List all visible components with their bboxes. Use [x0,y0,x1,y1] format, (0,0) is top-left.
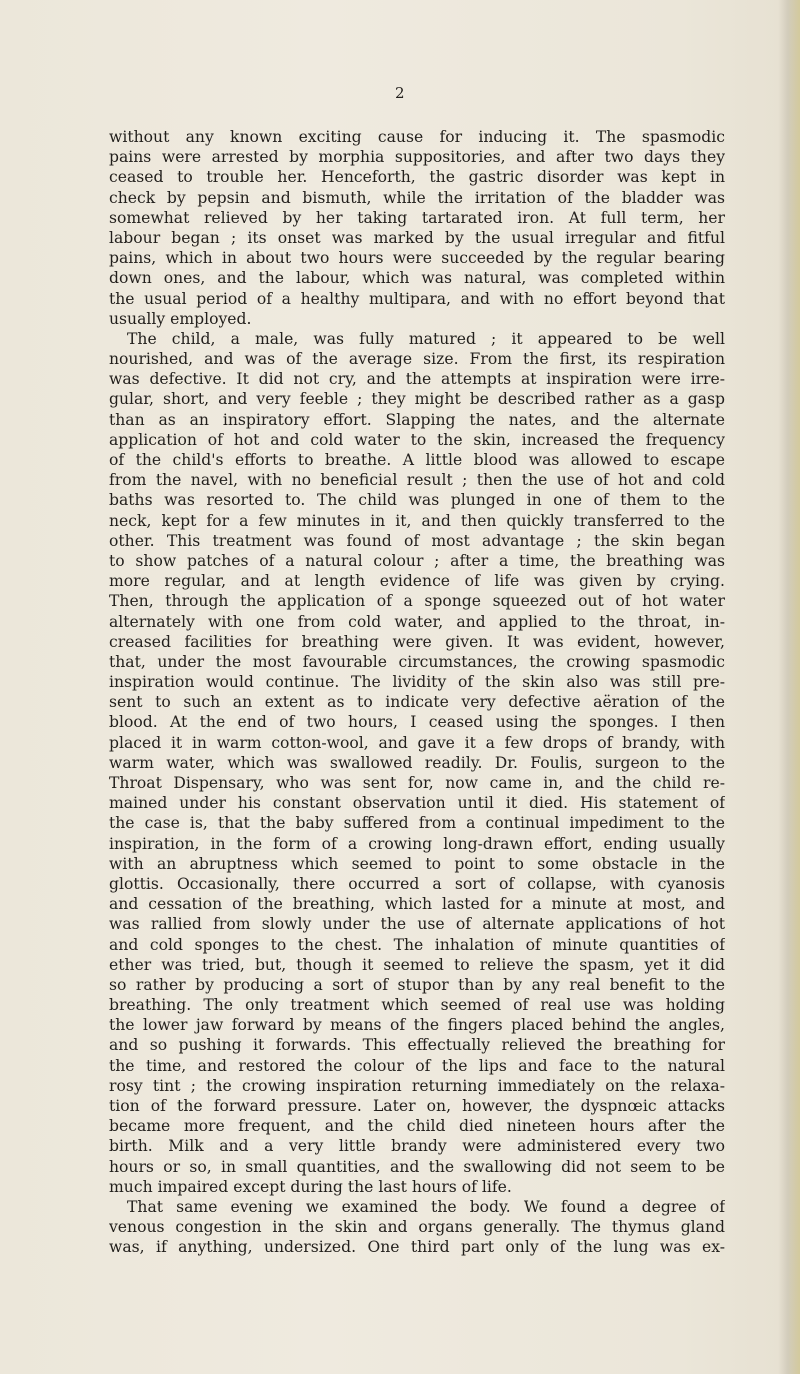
text-line: alternately with one from cold water, and applied to the throat, in- [109,612,725,631]
text-line: mained under his constant observation until it died. His statement of [109,794,725,813]
text-line: of the child's efforts to breathe. A little blood was allowed to escape [109,451,725,469]
text-line: than as an inspiratory effort. Slapping the nates, and the alternate [109,410,725,429]
text-line: ether was tried, but, though it seemed to relieve the spasm, yet it did [109,955,725,974]
text-line: sent to such an extent as to indicate very defective aëration of the [109,693,725,712]
text-line: so rather by producing a sort of stupor than by any real benefit to the [109,975,725,994]
text-line: and so pushing it forwards. This effectually relieved the breathing for [109,1036,725,1055]
text-line: became more frequent, and the child died nineteen hours after the [109,1117,725,1136]
text-line: breathing. The only treatment which seemed of real use was holding [109,996,725,1015]
text-line: inspiration, in the form of a crowing long-drawn effort, ending usually [109,834,725,853]
text-line: application of hot and cold water to the skin, increased the frequency [109,430,725,449]
page-edge-shadow [778,0,800,1374]
text-line: other. This treatment was found of most advantage ; the skin began [109,531,725,550]
text-line: was rallied from slowly under the use of alternate applications of hot [109,915,725,934]
text-line: labour began ; its onset was marked by the usual irregular and fitful [109,228,725,247]
text-line: more regular, and at length evidence of life was given by crying. [109,572,725,591]
text-line: neck, kept for a few minutes in it, and then quickly transferred to the [109,511,725,530]
text-line: the time, and restored the colour of the lips and face to the natural [109,1056,725,1075]
text-line: rosy tint ; the crowing inspiration returning immediately on the relaxa- [109,1076,725,1095]
text-line: venous congestion in the skin and organs generally. The thymus gland [109,1218,725,1237]
body-text [109,127,725,1258]
text-line: inspiration would continue. The lividity of the skin also was still pre- [109,673,725,692]
text-line: usually employed. [109,309,252,328]
text-line: without any known exciting cause for inducing it. The spasmodic [109,128,725,146]
text-line: from the navel, with no beneficial result ; then the use of hot and cold [109,471,725,490]
text-line: tion of the forward pressure. Later on, however, the dyspnœic attacks [109,1097,725,1115]
text-line: warm water, which was swallowed readily. Dr. Foulis, surgeon to the [109,753,725,772]
text-line: Throat Dispensary, who was sent for, now came in, and the child re- [109,774,725,792]
text-line: blood. At the end of two hours, I ceased using the sponges. I then [109,713,725,732]
text-line: pains were arrested by morphia suppositories, and after two days they [109,148,725,167]
text-line: to show patches of a natural colour ; after a time, the breathing was [109,551,725,570]
text-line: baths was resorted to. The child was plunged in one of them to the [109,491,725,510]
text-line: birth. Milk and a very little brandy were administered every two [109,1137,725,1156]
text-line: and cessation of the breathing, which lasted for a minute at most, and [109,895,725,914]
text-line: That same evening we examined the body. We found a degree of [127,1197,725,1216]
text-line: check by pepsin and bismuth, while the irritation of the bladder was [109,188,725,207]
text-line: creased facilities for breathing were given. It was evident, however, [109,632,725,651]
text-line: much impaired except during the last hours of life. [109,1177,512,1196]
page-number: 2 [394,84,406,102]
text-line: ceased to trouble her. Henceforth, the gastric disorder was kept in [109,168,725,187]
text-line: that, under the most favourable circumstances, the crowing spasmodic [109,652,725,671]
text-line: pains, which in about two hours were succeeded by the regular bearing [109,249,725,268]
text-line: down ones, and the labour, which was natural, was completed within [109,269,725,288]
text-line: somewhat relieved by her taking tartarated iron. At full term, her [109,208,725,227]
text-line: Then, through the application of a sponge squeezed out of hot water [109,592,725,611]
text-line: was, if anything, undersized. One third part only of the lung was ex- [109,1238,725,1257]
text-line: hours or so, in small quantities, and the swallowing did not seem to be [109,1157,725,1176]
text-line: placed it in warm cotton-wool, and gave it a few drops of brandy, with [109,733,725,752]
text-line: nourished, and was of the average size. From the first, its respiration [109,350,725,369]
text-line: with an abruptness which seemed to point to some obstacle in the [109,854,725,873]
text-line: the case is, that the baby suffered from a continual impediment to the [109,814,725,833]
text-line: glottis. Occasionally, there occurred a sort of collapse, with cyanosis [109,874,725,893]
text-line: gular, short, and very feeble ; they might be described rather as a gasp [109,390,725,409]
text-line: The child, a male, was fully matured ; it appeared to be well [127,329,725,348]
text-line: the lower jaw forward by means of the fingers placed behind the angles, [109,1016,725,1035]
text-line: the usual period of a healthy multipara, and with no effort beyond that [109,289,725,308]
text-line: was defective. It did not cry, and the attempts at inspiration were irre- [109,370,725,389]
text-line: and cold sponges to the chest. The inhalation of minute quantities of [109,935,725,954]
